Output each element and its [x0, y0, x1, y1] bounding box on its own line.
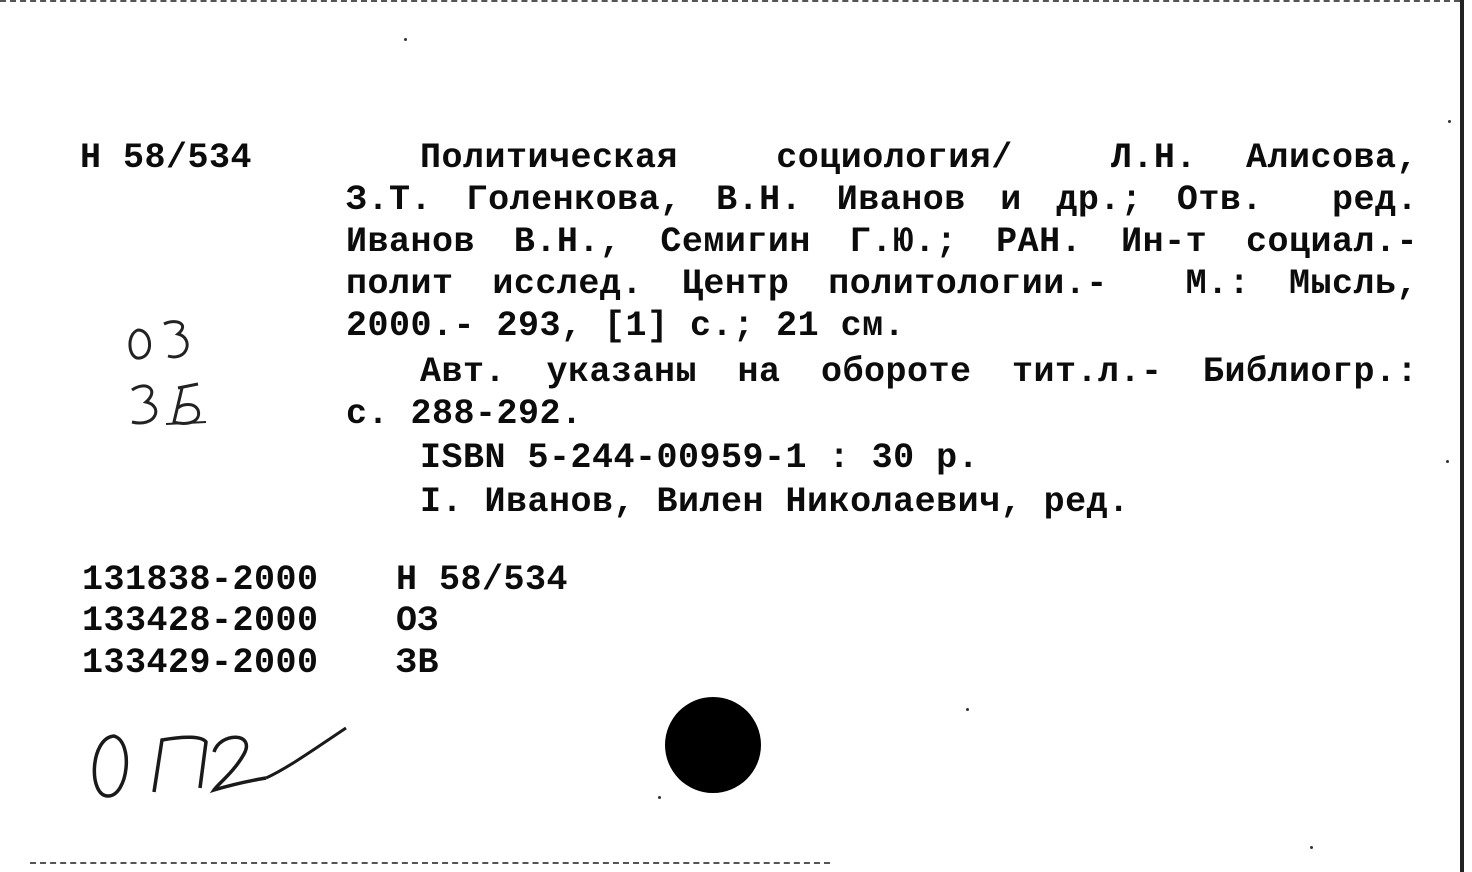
- description-line-3: Иванов В.Н., Семигин Г.Ю.; РАН. Ин-т социал.-: [346, 222, 1418, 262]
- holding-number: 131838-2000: [82, 560, 319, 600]
- holding-number: 133429-2000: [82, 643, 319, 683]
- isbn-line: ISBN 5-244-00959-1 : 30 р.: [420, 438, 980, 478]
- description-line-1: Политическая социология/ Л.Н. Алисова,: [420, 138, 1418, 178]
- scan-speck: [404, 38, 407, 41]
- scan-speck: [1446, 460, 1449, 463]
- handwritten-code-3b: [126, 378, 216, 438]
- note-line-2: с. 288-292.: [346, 394, 583, 434]
- punched-hole: [665, 697, 761, 793]
- holding-number: 133428-2000: [82, 601, 319, 641]
- description-line-2: З.Т. Голенкова, В.Н. Иванов и др.; Отв. ред.: [346, 180, 1418, 220]
- scan-speck: [966, 708, 969, 711]
- call-number: Н 58/534: [80, 138, 253, 178]
- description-line-5: 2000.- 293, [1] с.; 21 см.: [346, 306, 906, 346]
- note-line-1: Авт. указаны на обороте тит.л.- Библиогр.:: [420, 352, 1418, 392]
- scan-speck: [658, 796, 661, 799]
- bottom-edge-line: [30, 862, 830, 866]
- holding-location: Н 58/534: [396, 560, 569, 600]
- scan-speck: [1310, 846, 1313, 849]
- holding-location: ЗВ: [396, 643, 440, 683]
- handwritten-note-op2: [84, 718, 364, 808]
- description-line-4: полит исслед. Центр политологии.- М.: Мысль,: [346, 264, 1418, 304]
- top-edge-line: [0, 0, 1460, 4]
- handwritten-code-03: [124, 310, 204, 370]
- added-entry: I. Иванов, Вилен Николаевич, ред.: [420, 482, 1130, 522]
- holding-location: ОЗ: [396, 601, 440, 641]
- right-border: [1460, 0, 1464, 872]
- scan-speck: [1448, 120, 1451, 123]
